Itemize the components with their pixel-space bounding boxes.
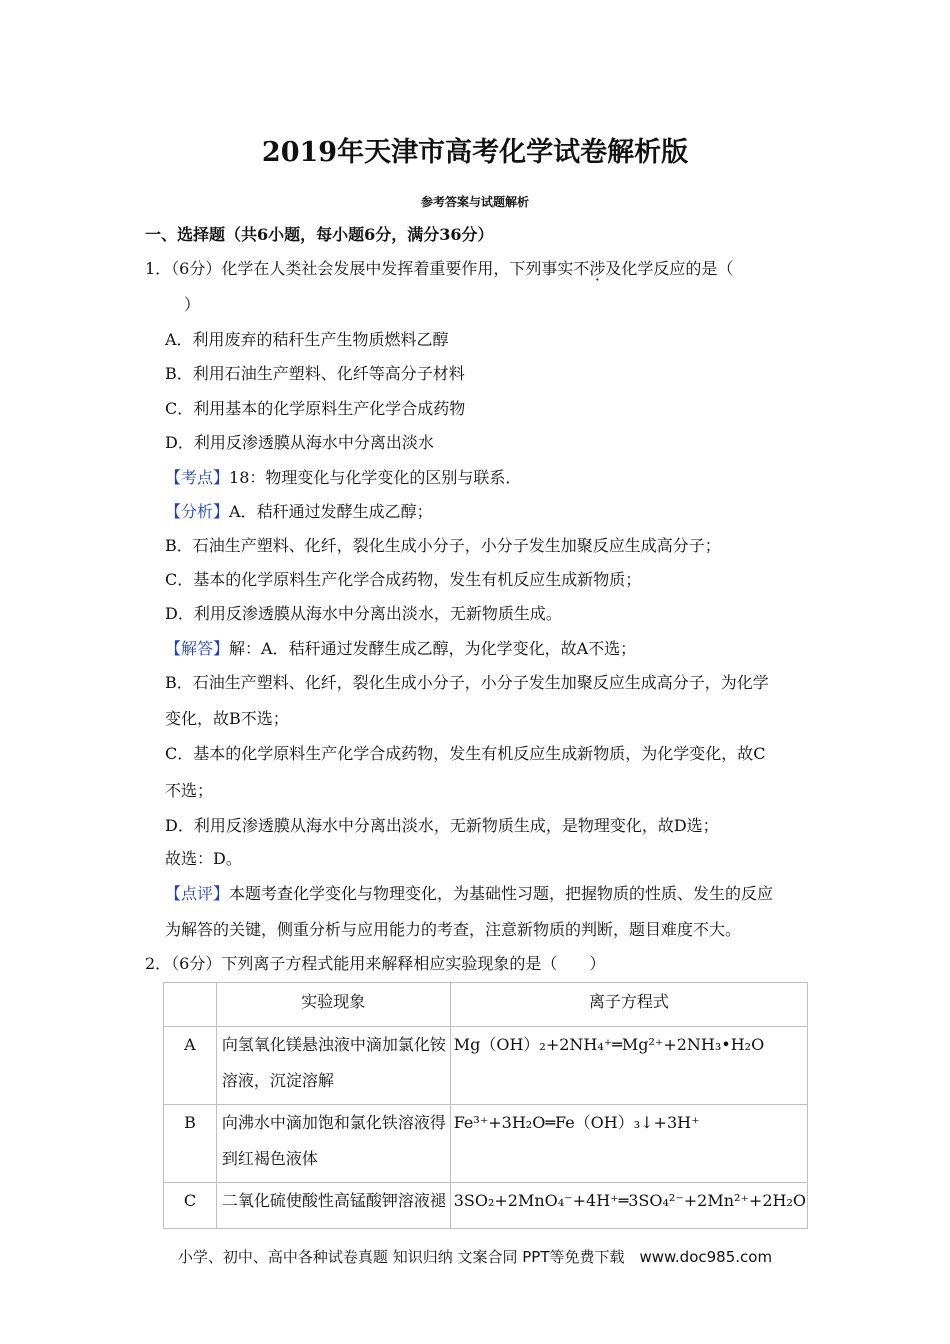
dianping-text: 本题考查化学变化与物理变化，为基础性习题，把握物质的性质、发生的反应 <box>229 884 774 903</box>
table-header-row <box>164 983 808 1027</box>
q1-dianping <box>165 881 773 904</box>
jieda-line: 变化，故B不选； <box>165 709 289 728</box>
jieda-line: C．基本的化学原料生产化学合成药物，发生有机反应生成新物质，为化学变化，故C <box>165 744 766 763</box>
dianping-tag: 【点评】 <box>165 884 230 903</box>
row-phenomenon <box>216 1183 450 1229</box>
fenxi-line: C．基本的化学原料生产化学合成药物，发生有机反应生成新物质； <box>165 570 642 589</box>
q1-stem-close: ） <box>184 295 201 314</box>
jieda-line: 不选； <box>165 781 214 800</box>
row-equation <box>450 1027 807 1105</box>
q1-option-b: B．利用石油生产塑料、化纤等高分子材料 <box>165 364 465 383</box>
equation-text: Fe³⁺+3H₂O═Fe（OH）₃↓+3H⁺ <box>453 1113 700 1132</box>
q2-table <box>163 982 808 1229</box>
kaodian-tag: 【考点】 <box>165 468 230 487</box>
phenomenon-line: 向沸水中滴加饱和氯化铁溶液得 <box>221 1113 446 1132</box>
table-header-cell: 离子方程式 <box>450 983 807 1027</box>
footer-text: 小学、初中、高中各种试卷真题 知识归纳 文案合同 PPT等免费下载 www.doc985.com <box>177 1248 773 1266</box>
table-row <box>164 1105 808 1183</box>
page-title: 2019年天津市高考化学试卷解析版 <box>261 137 689 168</box>
equation-text: Mg（OH）₂+2NH₄⁺═Mg²⁺+2NH₃•H₂O <box>453 1035 765 1054</box>
table-header-cell <box>164 983 217 1027</box>
q1-kaodian <box>165 465 521 488</box>
section-heading: 一、选择题（共6小题，每小题6分，满分36分） <box>145 225 494 244</box>
q1-stem <box>145 256 733 279</box>
jieda-text: 解：A．秸秆通过发酵生成乙醇，为化学变化，故A不选； <box>229 639 637 658</box>
fenxi-line: B．石油生产塑料、化纤，裂化生成小分子，小分子发生加聚反应生成高分子； <box>165 536 721 555</box>
q1-option-a: A．利用废弃的秸秆生产生物质燃料乙醇 <box>165 330 449 349</box>
jieda-line: 故选：D。 <box>165 849 242 868</box>
page-subtitle: 参考答案与试题解析 <box>420 195 529 209</box>
row-label: A <box>164 1027 217 1105</box>
kaodian-text: 18：物理变化与化学变化的区别与联系． <box>229 468 522 487</box>
fenxi-tag: 【分析】 <box>165 502 230 521</box>
row-label: B <box>164 1105 217 1183</box>
phenomenon-line: 向氢氧化镁悬浊液中滴加氯化铵 <box>221 1035 446 1054</box>
q2-stem: 2．（6分）下列离子方程式能用来解释相应实验现象的是（ ） <box>145 954 606 973</box>
table-header-cell: 实验现象 <box>216 983 450 1027</box>
jieda-tag: 【解答】 <box>165 639 230 658</box>
row-equation <box>450 1105 807 1183</box>
fenxi-text: A．秸秆通过发酵生成乙醇； <box>229 502 433 521</box>
equation-text: 3SO₂+2MnO₄⁻+4H⁺═3SO₄²⁻+2Mn²⁺+2H₂O <box>453 1191 806 1210</box>
q1-option-c: C．利用基本的化学原料生产化学合成药物 <box>165 399 466 418</box>
phenomenon-line: 到红褐色液体 <box>221 1149 318 1168</box>
table-row <box>164 1183 808 1229</box>
phenomenon-line: 二氧化硫使酸性高锰酸钾溶液褪 <box>221 1191 446 1210</box>
dianping-line: 为解答的关键，侧重分析与应用能力的考查，注意新物质的判断，题目难度不大。 <box>165 920 742 939</box>
q1-option-d: D．利用反渗透膜从海水中分离出淡水 <box>165 433 434 452</box>
q1-fenxi <box>165 499 433 522</box>
jieda-line: B．石油生产塑料、化纤，裂化生成小分子，小分子发生加聚反应生成高分子，为化学 <box>165 673 769 692</box>
row-phenomenon <box>216 1027 450 1105</box>
q1-stem-emphasis: 不涉及 <box>573 259 622 278</box>
q1-stem-part: 化学反应的是（ <box>621 259 734 278</box>
q1-stem-part: 1．（6分）化学在人类社会发展中发挥着重要作用，下列事实 <box>145 259 574 278</box>
jieda-line: D．利用反渗透膜从海水中分离出淡水，无新物质生成，是物理变化，故D选； <box>165 816 719 835</box>
row-label: C <box>164 1183 217 1229</box>
q1-jieda <box>165 636 636 659</box>
row-phenomenon <box>216 1105 450 1183</box>
row-equation <box>450 1183 807 1229</box>
table-row <box>164 1027 808 1105</box>
fenxi-line: D．利用反渗透膜从海水中分离出淡水，无新物质生成。 <box>165 604 562 623</box>
phenomenon-line: 溶液，沉淀溶解 <box>221 1071 334 1090</box>
